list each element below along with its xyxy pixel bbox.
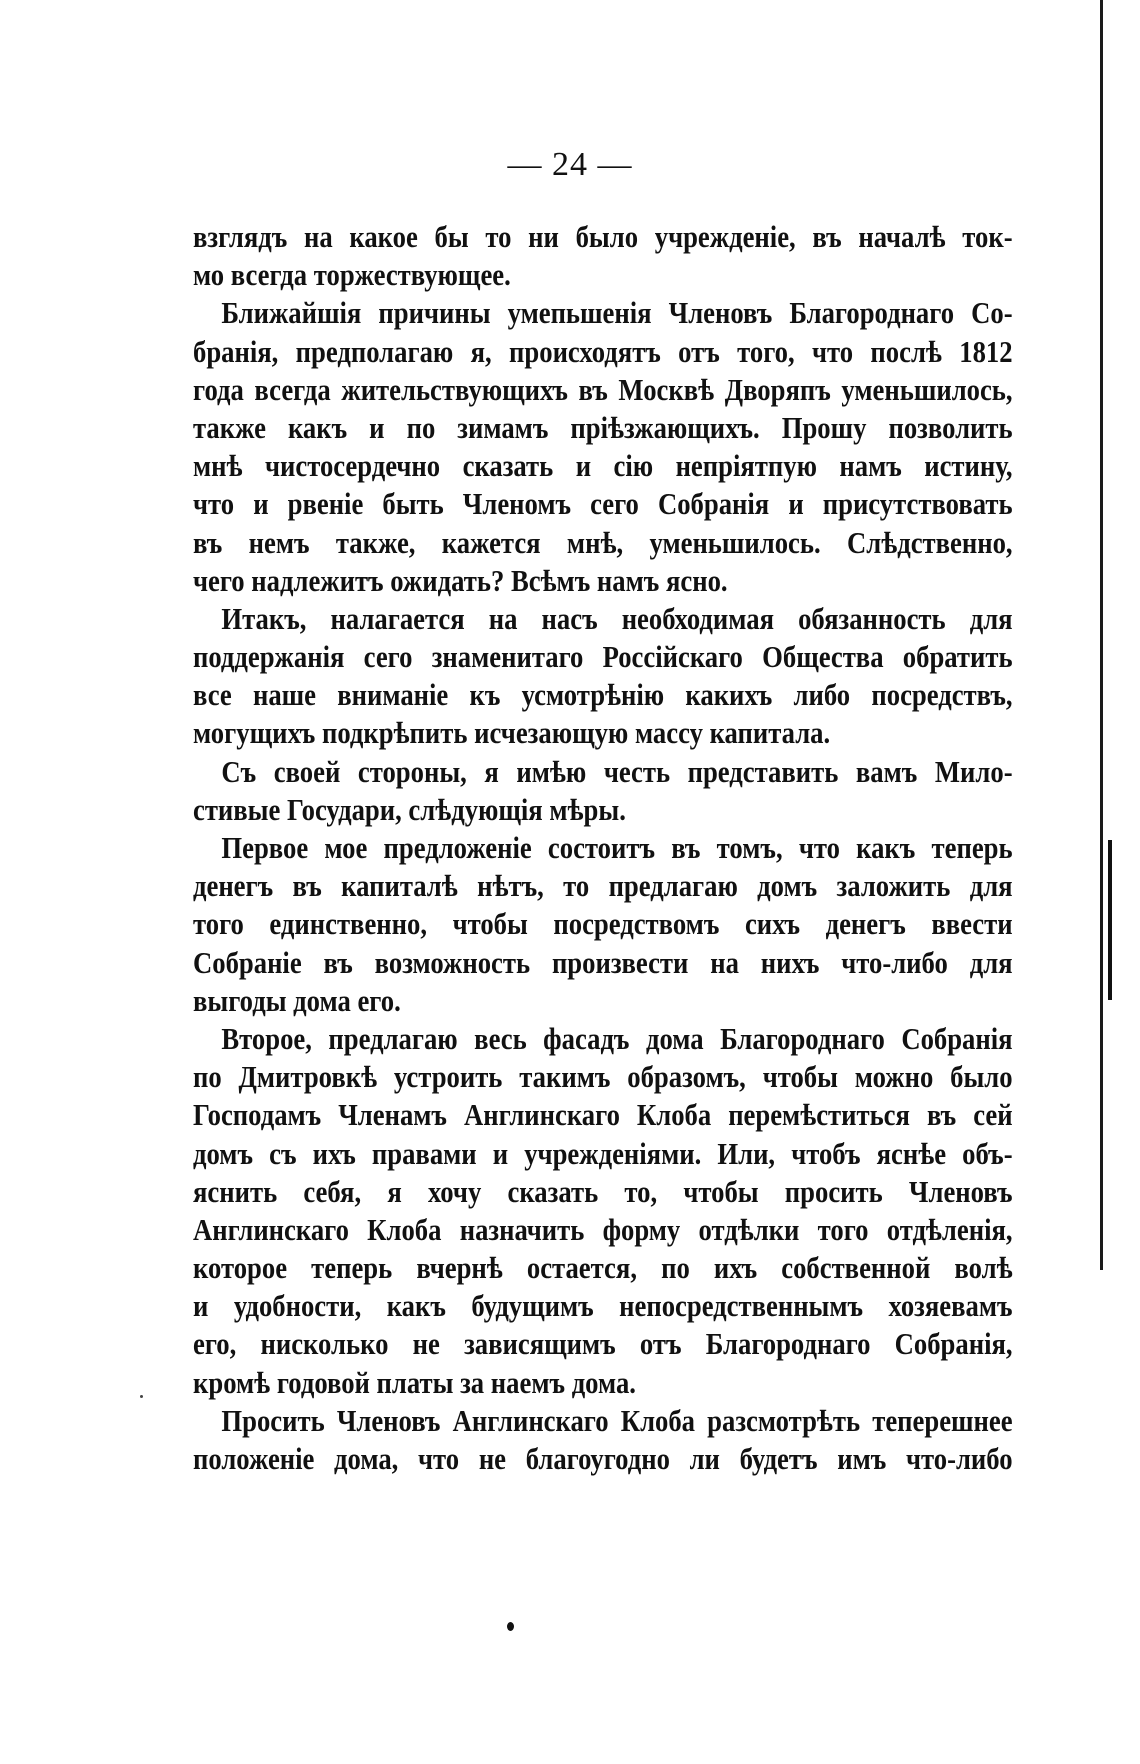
paragraph: [193, 753, 1013, 829]
text-line: бранія, предполагаю я, происходятъ отъ того, что послѣ 1812: [193, 333, 1013, 369]
text-line: мо всегда торжествующее.: [193, 257, 511, 293]
text-line: все наше вниманіе къ усмотрѣнію какихъ либо посредствъ,: [193, 677, 1013, 713]
text-line: Ближайшія причины умепьшенія Членовъ Благороднаго Со-: [221, 295, 1013, 331]
text-line: кромѣ годовой платы за наемъ дома.: [193, 1364, 636, 1400]
text-line: по Дмитровкѣ устроить такимъ образомъ, чтобы можно было: [193, 1059, 1013, 1095]
text-line: яснить себя, я хочу сказать то, чтобы просить Членовъ: [193, 1173, 1013, 1209]
text-line: въ немъ также, кажется мнѣ, уменьшилось. Слѣдственно,: [193, 524, 1013, 560]
text-line: Просить Членовъ Англинскаго Клоба разсмотрѣть теперешнее: [221, 1402, 1013, 1438]
text-line: года всегда жительствующихъ въ Москвѣ Дворяпъ уменьшилось,: [193, 371, 1013, 407]
text-line: мнѣ чистосердечно сказать и сію непріятпую намъ истину,: [193, 448, 1013, 484]
text-line: и удобности, какъ будущимъ непосредственнымъ хозяевамъ: [193, 1288, 1013, 1324]
text-line: Господамъ Членамъ Англинскаго Клоба перемѣститься въ сей: [193, 1097, 1013, 1133]
text-line: положеніе дома, что не благоугодно ли будетъ имъ что-либо: [193, 1441, 1013, 1476]
paragraph: [193, 218, 1013, 294]
margin-speck: [140, 1395, 143, 1398]
text-line: домъ съ ихъ правами и учрежденіями. Или, чтобъ яснѣе объ-: [193, 1135, 1013, 1171]
text-line: также какъ и по зимамъ пріѣзжающихъ. Прошу позволить: [193, 409, 1013, 445]
text-line: стивые Государи, слѣдующія мѣры.: [193, 791, 626, 827]
text-line: Первое мое предложеніе состоитъ въ томъ, что какъ теперь: [221, 830, 1013, 865]
page-edge-rule: [1100, 0, 1103, 1270]
text-line: Собраніе въ возможность произвести на нихъ что-либо для: [193, 944, 1013, 980]
text-line: Съ своей стороны, я имѣю честь представить вамъ Мило-: [221, 753, 1013, 789]
paragraph: [193, 1020, 1013, 1402]
paragraph: [193, 294, 1013, 600]
text-line: того единственно, чтобы посредствомъ сихъ денегъ ввести: [193, 906, 1013, 942]
text-line: его, нисколько не зависящимъ отъ Благороднаго Собранія,: [193, 1326, 1013, 1362]
page-number: — 24 —: [507, 146, 633, 183]
paragraph: [193, 1402, 1013, 1478]
paragraph: [193, 600, 1013, 753]
text-line: Итакъ, налагается на насъ необходимая обязанность для: [221, 600, 1013, 636]
text-line: взглядъ на какое бы то ни было учрежденіе, въ началѣ ток-: [193, 219, 1013, 254]
text-line: которое теперь вчернѣ остается, по ихъ собственной волѣ: [193, 1250, 1013, 1286]
text-line: выгоды дома его.: [193, 982, 401, 1018]
text-line: чего надлежитъ ожидать? Всѣмъ намъ ясно.: [193, 562, 728, 598]
body-text: [193, 218, 1013, 1478]
text-line: могущихъ подкрѣпить исчезающую массу капитала.: [193, 715, 831, 751]
text-line: Второе, предлагаю весь фасадъ дома Благороднаго Собранія: [221, 1020, 1013, 1056]
bottom-speck: [507, 1622, 514, 1631]
paragraph: [193, 829, 1013, 1020]
page-edge-rule-mark: [1108, 840, 1112, 1000]
text-line: что и рвеніе быть Членомъ сего Собранія и присутствовать: [193, 486, 1013, 522]
text-line: поддержанія сего знаменитаго Россійскаго Общества обратить: [193, 639, 1013, 675]
text-line: Англинскаго Клоба назначить форму отдѣлки того отдѣленія,: [193, 1211, 1013, 1247]
text-line: денегъ въ капиталѣ нѣтъ, то предлагаю домъ заложить для: [193, 868, 1013, 904]
